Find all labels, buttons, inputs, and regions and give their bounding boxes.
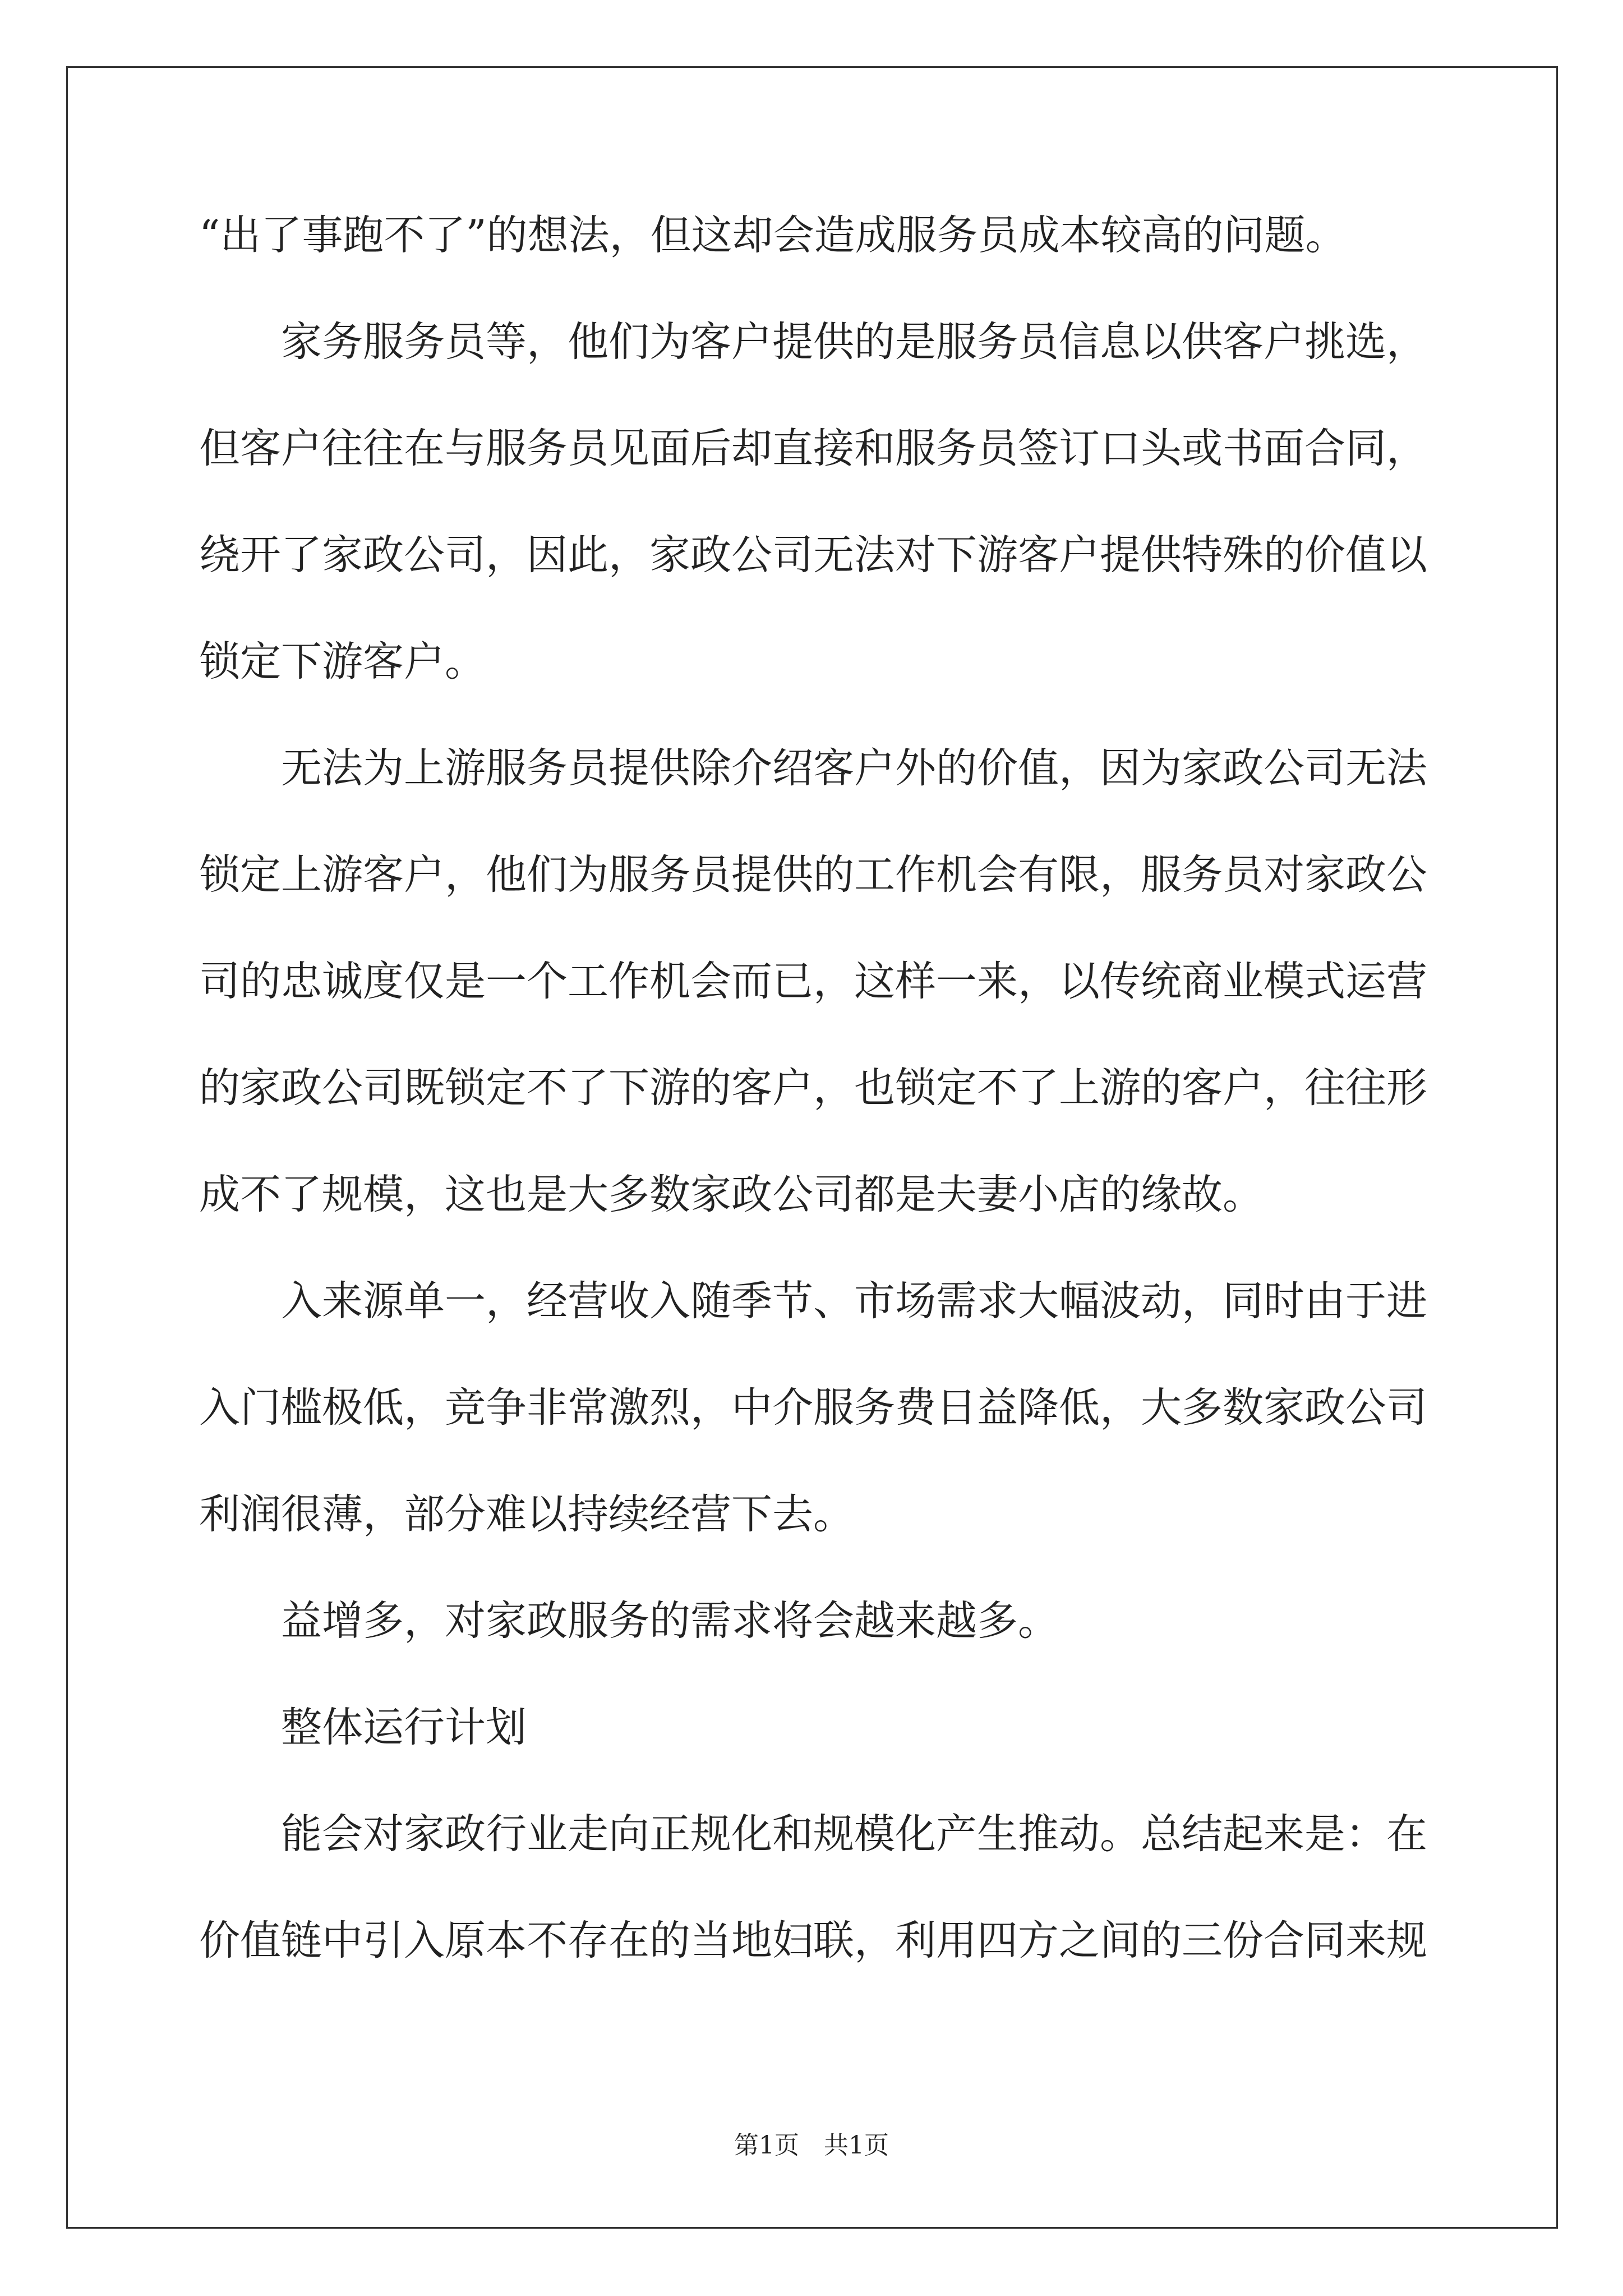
text-line: 入门槛极低，竞争非常激烈，中介服务费日益降低，大多数家政公司 (199, 1384, 1427, 1432)
text-line: 锁定上游客户，他们为服务员提供的工作机会有限，服务员对家政公 (199, 851, 1427, 899)
text-line: 成不了规模，这也是大多数家政公司都是夫妻小店的缘故。 (199, 1171, 1264, 1218)
section-heading: 整体运行计划 (281, 1704, 527, 1751)
text-line: 能会对家政行业走向正规化和规模化产生推动。总结起来是：在 (281, 1810, 1427, 1858)
text-line: 绕开了家政公司，因此，家政公司无法对下游客户提供特殊的价值以 (199, 531, 1427, 579)
text-line: 价值链中引入原本不存在的当地妇联，利用四方之间的三份合同来规 (199, 1917, 1427, 1964)
text-line: 但客户往往在与服务员见面后却直接和服务员签订口头或书面合同， (199, 425, 1427, 472)
page-border (66, 66, 1558, 2229)
text-line: 入来源单一，经营收入随季节、市场需求大幅波动，同时由于进 (281, 1277, 1427, 1325)
text-line: 的家政公司既锁定不了下游的客户，也锁定不了上游的客户，往往形 (199, 1064, 1427, 1112)
text-line: 益增多，对家政服务的需求将会越来越多。 (281, 1597, 1059, 1645)
text-line: 无法为上游服务员提供除介绍客户外的价值，因为家政公司无法 (281, 744, 1427, 792)
text-line: 家务服务员等，他们为客户提供的是服务员信息以供客户挑选， (281, 318, 1427, 366)
page-footer: 第1页 共1页 (734, 2131, 889, 2160)
text-line: “出了事跑不了”的想法，但这却会造成服务员成本较高的问题。 (199, 211, 1347, 259)
text-line: 司的忠诚度仅是一个工作机会而已，这样一来，以传统商业模式运营 (199, 958, 1427, 1005)
text-line: 锁定下游客户。 (199, 638, 486, 685)
text-line: 利润很薄，部分难以持续经营下去。 (199, 1490, 854, 1538)
